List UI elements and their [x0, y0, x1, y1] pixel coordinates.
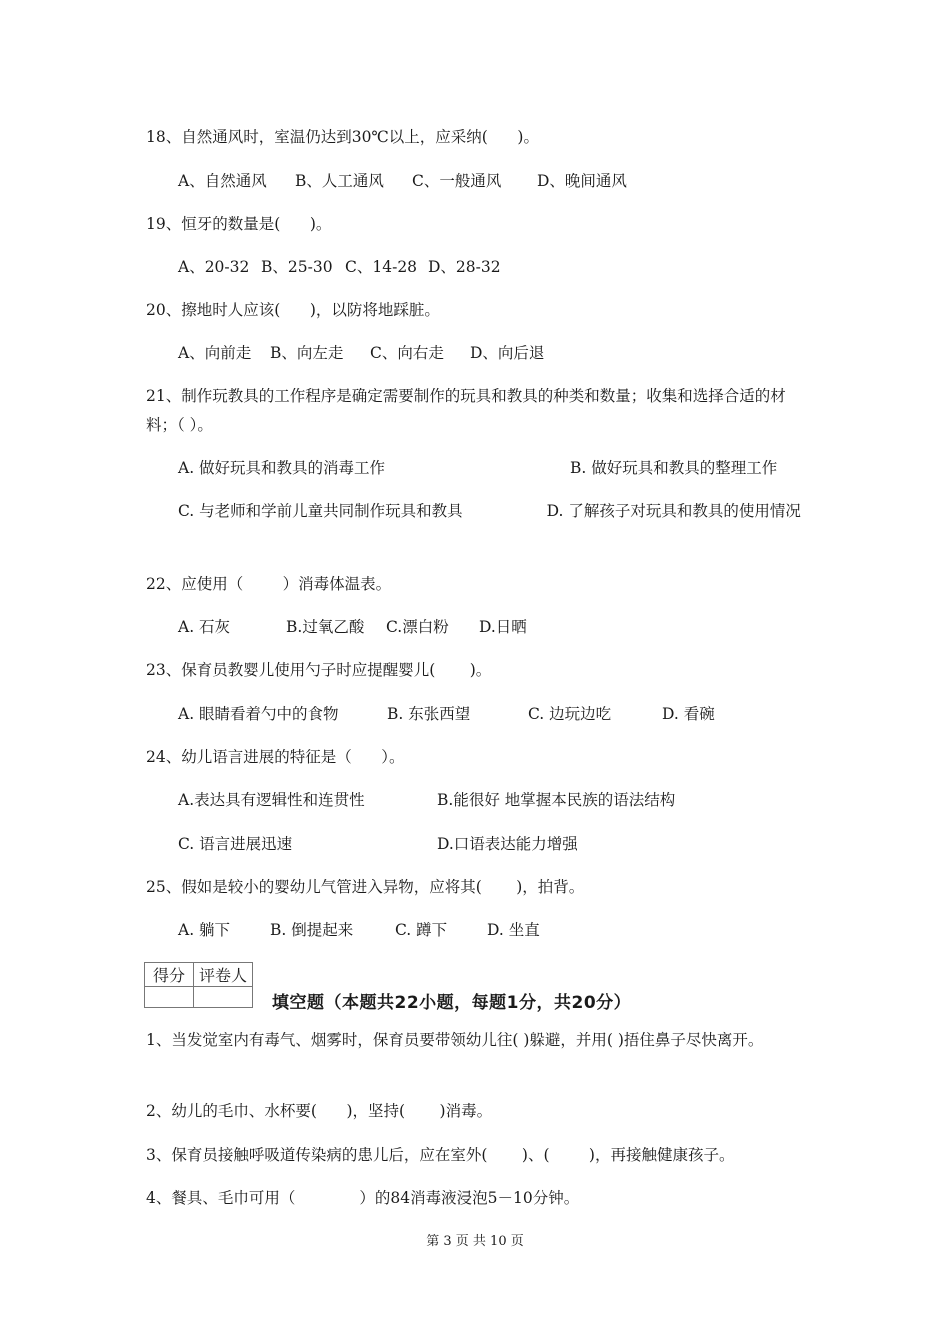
score-label: 得分: [145, 963, 194, 987]
question-25-option-c: C. 蹲下: [395, 921, 448, 939]
question-19-option-b: B、25-30: [261, 258, 333, 276]
question-25-option-a: A. 躺下: [178, 921, 231, 939]
question-25-option-b: B. 倒提起来: [270, 921, 354, 939]
question-22-stem: 22、应使用（ ）消毒体温表。: [146, 575, 392, 593]
fill-blank-3: 3、保育员接触呼吸道传染病的患儿后，应在室外( )、( )，再接触健康孩子。: [146, 1146, 735, 1164]
question-19-stem: 19、恒牙的数量是( )。: [146, 215, 332, 233]
question-23-option-a: A. 眼睛看着勺中的食物: [178, 705, 339, 723]
section-title: 填空题（本题共22小题，每题1分，共20分）: [272, 993, 632, 1013]
question-18-option-b: B、人工通风: [295, 172, 384, 190]
question-24-stem: 24、幼儿语言进展的特征是（ ）。: [146, 748, 405, 766]
question-18-option-d: D、晚间通风: [537, 172, 627, 190]
question-21-option-d: D. 了解孩子对玩具和教具的使用情况: [546, 502, 801, 520]
question-21-options-cd: [146, 497, 808, 526]
question-18-option-a: A、自然通风: [178, 172, 267, 190]
question-20-option-d: D、向后退: [470, 344, 545, 362]
grader-cell[interactable]: [194, 987, 253, 1008]
question-24-option-a: A.表达具有逻辑性和连贯性: [178, 791, 365, 809]
fill-blank-4: 4、餐具、毛巾可用（ ）的84消毒液浸泡5－10分钟。: [146, 1189, 580, 1207]
question-19-option-c: C、14-28: [345, 258, 418, 276]
question-20-option-a: A、向前走: [178, 344, 252, 362]
page-footer: 第 3 页 共 10 页: [426, 1234, 524, 1249]
question-21-option-c: C. 与老师和学前儿童共同制作玩具和教具: [178, 502, 463, 520]
question-20-option-b: B、向左走: [270, 344, 344, 362]
fill-blank-1: 1、当发觉室内有毒气、烟雾时，保育员要带领幼儿往( )躲避，并用( )捂住鼻子尽快离开。: [146, 1031, 764, 1049]
question-19-option-a: A、20-32: [178, 258, 250, 276]
question-23-option-b: B. 东张西望: [387, 705, 471, 723]
question-22-option-d: D.日晒: [479, 618, 527, 636]
question-23-stem: 23、保育员教婴儿使用勺子时应提醒婴儿( )。: [146, 661, 492, 679]
question-24-option-c: C. 语言进展迅速: [178, 835, 293, 853]
question-22-option-b: B.过氧乙酸: [286, 618, 365, 636]
question-25-option-d: D. 坐直: [487, 921, 540, 939]
question-20-option-c: C、向右走: [370, 344, 444, 362]
question-21-stem: 21、制作玩教具的工作程序是确定需要制作的玩具和教具的种类和数量；收集和选择合适的材料；（ ）。: [146, 387, 786, 434]
question-24-option-b: B.能很好 地掌握本民族的语法结构: [437, 791, 676, 809]
question-24-option-d: D.口语表达能力增强: [437, 835, 578, 853]
question-22-option-c: C.漂白粉: [386, 618, 449, 636]
score-table: [144, 962, 253, 1008]
question-23-option-d: D. 看碗: [662, 705, 715, 723]
question-19-option-d: D、28-32: [428, 258, 501, 276]
fill-blank-2: 2、幼儿的毛巾、水杯要( )，坚持( )消毒。: [146, 1102, 493, 1120]
question-21-option-a: A. 做好玩具和教具的消毒工作: [178, 459, 386, 477]
question-23-option-c: C. 边玩边吃: [528, 705, 612, 723]
question-18-option-c: C、一般通风: [412, 172, 502, 190]
question-18-stem: 18、自然通风时，室温仍达到30℃以上，应采纳( )。: [146, 128, 539, 146]
question-20-stem: 20、擦地时人应该( )，以防将地踩脏。: [146, 301, 440, 319]
question-25-stem: 25、假如是较小的婴幼儿气管进入异物，应将其( )，拍背。: [146, 878, 585, 896]
question-22-option-a: A. 石灰: [178, 618, 231, 636]
question-21-option-b: B. 做好玩具和教具的整理工作: [570, 459, 778, 477]
grader-label: 评卷人: [194, 963, 253, 987]
score-cell[interactable]: [145, 987, 194, 1008]
